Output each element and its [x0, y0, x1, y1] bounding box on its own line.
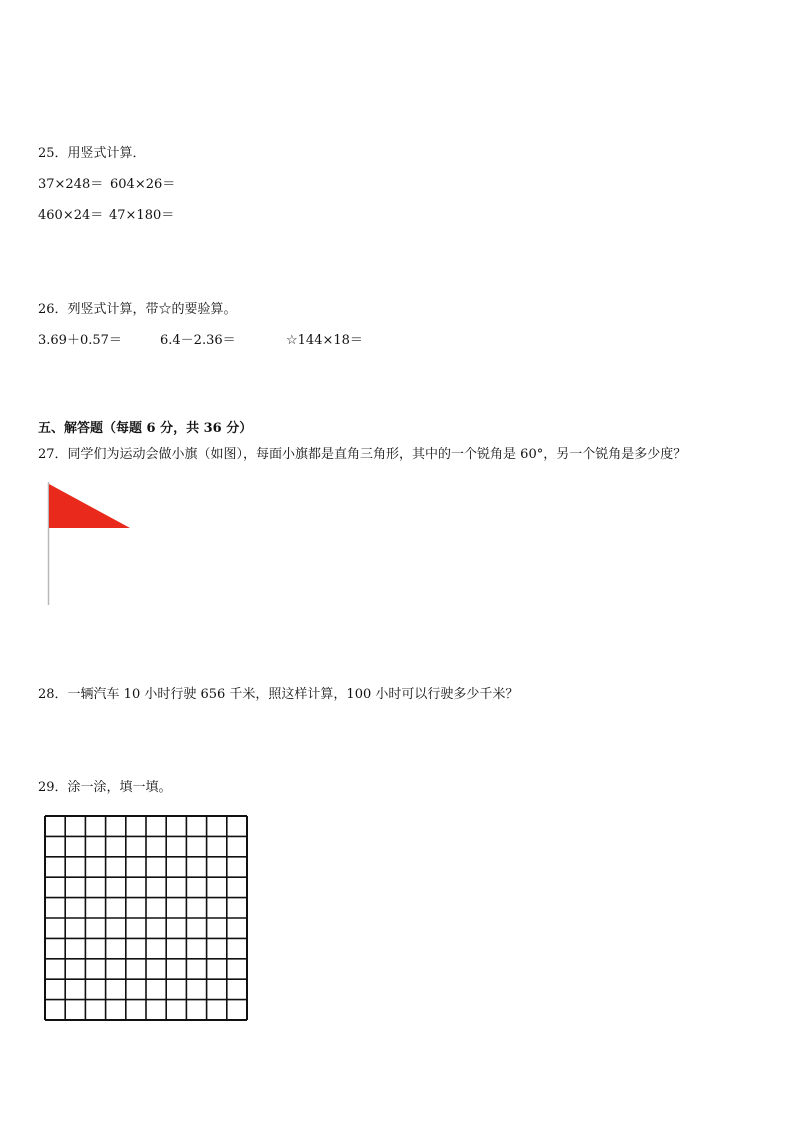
- expression-7: ☆144×18＝: [286, 333, 363, 348]
- square-grid: [42, 813, 250, 1023]
- flag-triangle: [49, 484, 130, 528]
- question-25-row-1: [38, 177, 175, 193]
- expression-6: 6.4－2.36＝: [160, 333, 236, 348]
- expression-1: 37×248＝: [38, 177, 104, 192]
- question-26-row: [38, 333, 363, 349]
- expression-2: 604×26＝: [110, 177, 176, 192]
- question-28-text: 28．一辆汽车 10 小时行驶 656 千米，照这样计算，100 小时可以行驶多少千米？: [38, 687, 519, 702]
- question-27-text: 27．同学们为运动会做小旗（如图），每面小旗都是直角三角形，其中的一个锐角是 60°，另一个锐角是多少度？: [38, 447, 687, 462]
- question-29-text: 29．涂一涂，填一填。: [38, 780, 172, 795]
- question-25-row-2: [38, 208, 174, 224]
- expression-3: 460×24＝: [38, 208, 104, 223]
- question-25-heading: 25．用竖式计算．: [38, 146, 146, 161]
- expression-5: 3.69＋0.57＝: [38, 333, 122, 348]
- question-26-heading: 26．列竖式计算，带☆的要验算。: [38, 302, 237, 317]
- section-5-heading: 五、解答题（每题 6 分，共 36 分）: [38, 421, 253, 436]
- flag-figure: [44, 480, 134, 610]
- expression-4: 47×180＝: [109, 208, 175, 223]
